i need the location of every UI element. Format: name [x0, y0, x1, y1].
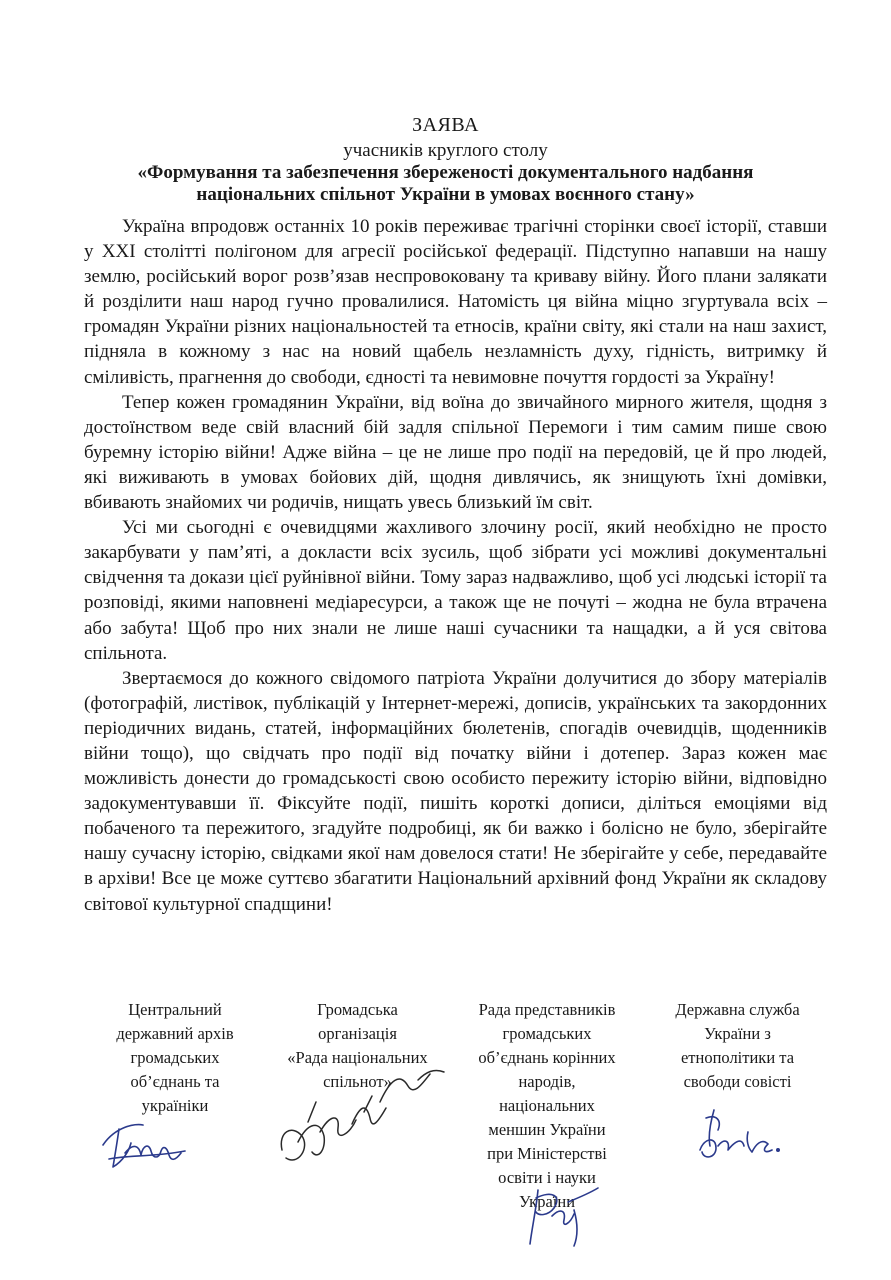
paragraph: Звертаємося до кожного свідомого патріота України долучитися до збору матеріалів (фотографій, листівок, публікацій у Інтернет-мережі, дописів, українських та закордонних періодичних видань, статей, інформаційних бюлетенів, спогадів очевидців, щоденників війни тощо), що свідчать про події від початку війни і дотепер. Зараз кожен має можливість донести до громадськості свою особисто пережиту історію війни, відповідно задокументувавши її. Фіксуйте події, пишіть короткі дописи, діліться емоціями від побаченого та пережитого, згадуйте подробиці, як би важко і болісно не було, зберігайте нашу сучасну історію, свідками якої нам довелося стати! Не зберігайте у себе, передавайте в архіви! Все це може суттєво збагатити Національний архівний фонд України як складову світової культурної спадщини!	[84, 667, 827, 915]
statement-body	[84, 214, 827, 917]
document-subtitle: учасників круглого столу	[343, 140, 548, 161]
signatory-name: Центральний державний архів громадських об’єднань та україніки	[116, 1000, 234, 1115]
signatory-archive	[90, 998, 260, 1118]
document-topic	[0, 162, 891, 206]
document-title: ЗАЯВА	[412, 114, 479, 136]
topic-line-1: «Формування та забезпечення збереженості документального надбання	[137, 162, 754, 183]
paragraph: Україна впродовж останніх 10 років переживає трагічні сторінки своєї історії, ставши у ХХІ столітті полігоном для агресії російської федерації. Підступно напавши на нашу землю, російський ворог розв’язав неспровоковану та криваву війну. Його плани залякати й розділити наш народ гучно провалилися. Натомість ця війна міцно згуртувала всіх – громадян України різних національностей та етносів, країни світу, які стали на наш захист, підняла в кожному з нас на новий щабель незламність духу, гідність, витримку й сміливість, прагнення до свободи, єдності та невимовне почуття гордості за Україну!	[84, 216, 827, 388]
signature-representatives	[508, 1180, 608, 1250]
signatory-name: Громадська організація «Рада національних спільнот»	[287, 1000, 428, 1091]
signatory-name: Рада представників громадських об’єднань корінних народів, національних меншин України при Міністерстві освіти і науки України	[478, 1000, 616, 1211]
signature-council	[268, 1062, 453, 1182]
paragraph: Усі ми сьогодні є очевидцями жахливого злочину росії, який необхідно не просто закарбувати у пам’яті, а докласти всіх зусиль, щоб зібрати усі можливі документальні свідчення та докази цієї руйнівної війни. Тому зараз надважливо, щоб усі людські історії та розповіді, якими наповнені медіаресурси, а також ще не почуті – жодна не була втрачена або забута! Щоб про них знали не лише наші сучасники та нащадки, а й уся світова спільнота.	[84, 517, 827, 664]
topic-line-2: національних спільнот України в умовах воєнного стану»	[196, 184, 695, 205]
signature-state-service	[692, 1100, 792, 1170]
signatory-state-service	[650, 998, 825, 1094]
paragraph: Тепер кожен громадянин України, від воїна до звичайного мирного жителя, щодня з достоїнством веде свій власний бій задля спільної Перемоги і тим самим пише свою буремну історію війни! Адже війна – це не лише про події на передовій, це й про людей, які виживають в умовах бойових дій, щодня дивлячись, як знищують їхні домівки, вбивають знайомих чи родичів, нищать увесь близький їм світ.	[84, 391, 827, 514]
signature-archive	[95, 1115, 195, 1175]
signatory-name: Державна служба України з етнополітики та свободи совісті	[675, 1000, 800, 1091]
